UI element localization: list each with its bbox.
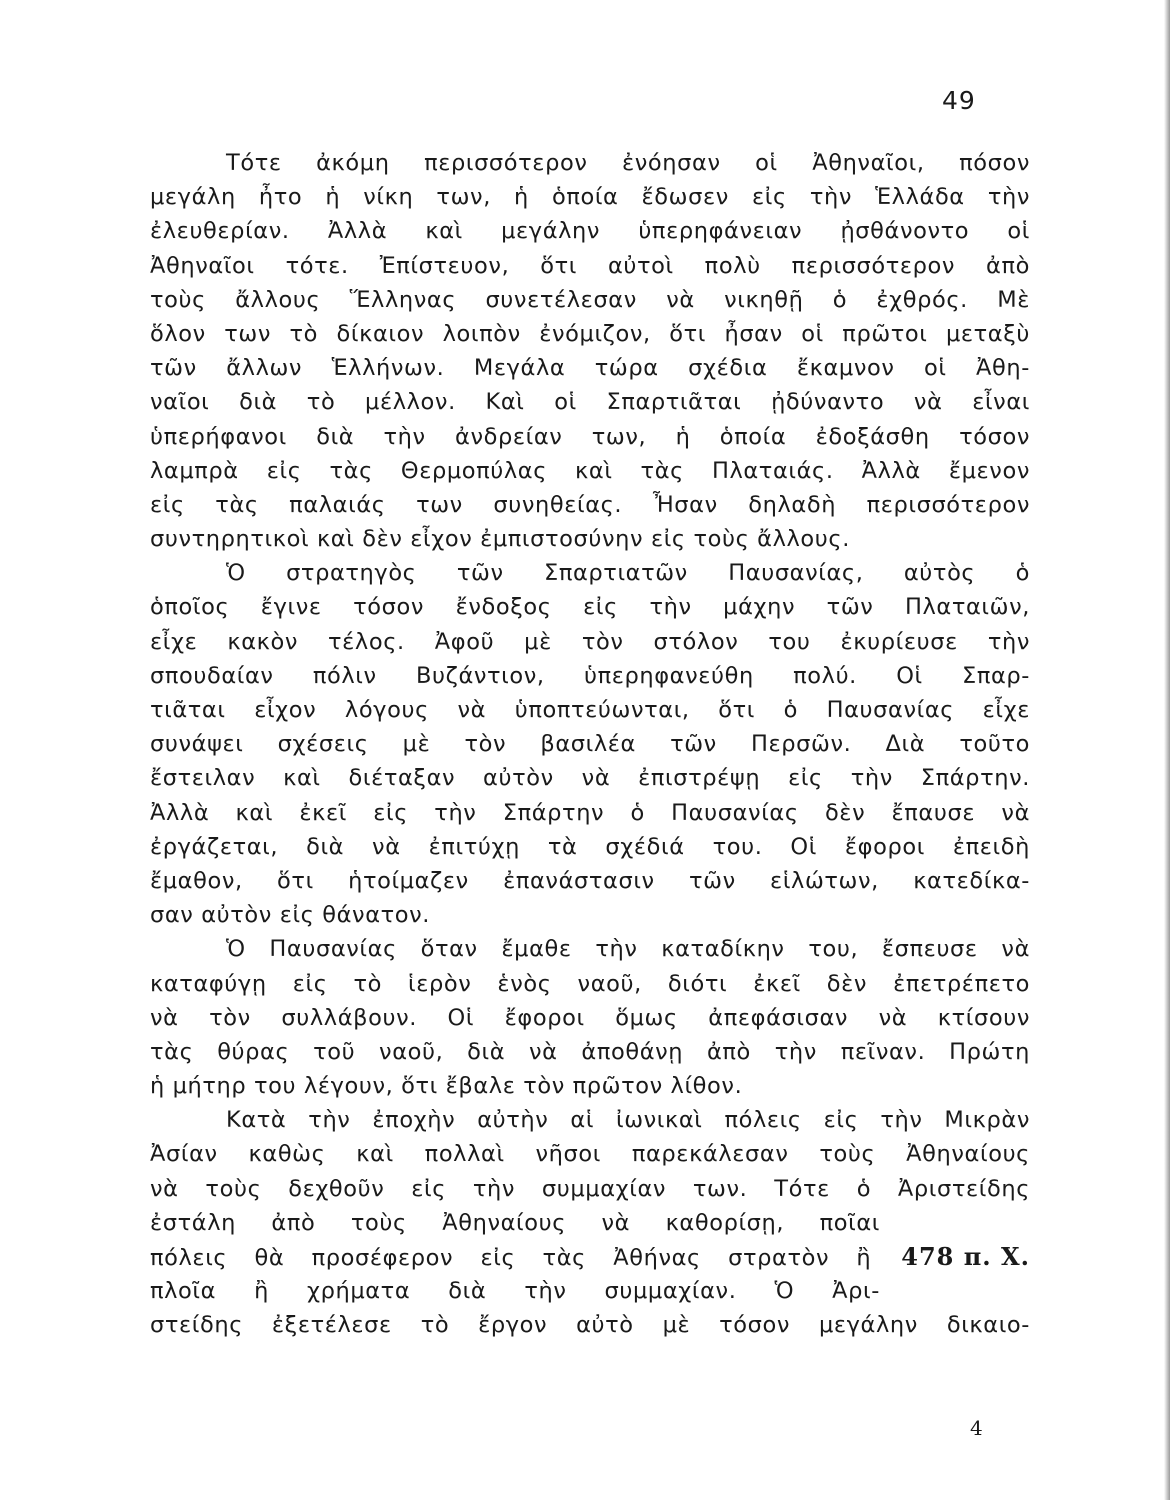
- text-line: πόλεις θὰ προσέφερον εἰς τὰς Ἀθήνας στρατὸν ἢ: [150, 1245, 872, 1271]
- text-line: τῶν ἄλλων Ἑλλήνων. Μεγάλα τώρα σχέδια ἔκαμνον οἱ Ἀθη-: [150, 355, 1030, 382]
- text-line: ὅλον των τὸ δίκαιον λοιπὸν ἐνόμιζον, ὅτι ἦσαν οἱ πρῶτοι μεταξὺ: [150, 320, 1030, 347]
- text-line: Κατὰ τὴν ἐποχὴν αὐτὴν αἱ ἰωνικαὶ πόλεις εἰς τὴν Μικρὰν: [226, 1107, 1030, 1134]
- body-text: [150, 146, 1030, 1343]
- text-line: συντηρητικοὶ καὶ δὲν εἶχον ἐμπιστοσύνην εἰς τοὺς ἄλλους.: [150, 526, 850, 553]
- text-line: σπουδαίαν πόλιν Βυζάντιον, ὑπερηφανεύθη πολύ. Οἱ Σπαρ-: [150, 662, 1030, 689]
- text-line: μεγάλη ἦτο ἡ νίκη των, ἡ ὁποία ἔδωσεν εἰς τὴν Ἑλλάδα τὴν: [150, 184, 1030, 211]
- text-line: Ὁ Παυσανίας ὅταν ἔμαθε τὴν καταδίκην του, ἔσπευσε νὰ: [226, 936, 1030, 963]
- page-edge-shadow: [1164, 0, 1170, 1500]
- text-line-with-margin-note: [150, 1240, 1030, 1274]
- text-line: Ἀσίαν καθὼς καὶ πολλαὶ νῆσοι παρεκάλεσαν τοὺς Ἀθηναίους: [150, 1141, 1030, 1168]
- text-line: τὰς θύρας τοῦ ναοῦ, διὰ νὰ ἀποθάνῃ ἀπὸ τὴν πεῖναν. Πρώτη: [150, 1038, 1030, 1065]
- text-line: ἐλευθερίαν. Ἀλλὰ καὶ μεγάλην ὑπερηφάνειαν ᾐσθάνοντο οἱ: [150, 218, 1030, 245]
- text-line: ἐστάλη ἀπὸ τοὺς Ἀθηναίους νὰ καθορίσῃ, ποῖαι: [150, 1209, 880, 1236]
- margin-date-note: 478 π. Χ.: [901, 1242, 1030, 1271]
- text-line: ὁποῖος ἔγινε τόσον ἔνδοξος εἰς τὴν μάχην τῶν Πλαταιῶν,: [150, 594, 1030, 621]
- text-line: εἰς τὰς παλαιάς των συνηθείας. Ἦσαν δηλαδὴ περισσότερον: [150, 491, 1030, 518]
- text-line: Ἀλλὰ καὶ ἐκεῖ εἰς τὴν Σπάρτην ὁ Παυσανίας δὲν ἔπαυσε νὰ: [150, 799, 1030, 826]
- text-line: καταφύγῃ εἰς τὸ ἱερὸν ἑνὸς ναοῦ, διότι ἐκεῖ δὲν ἐπετρέπετο: [150, 970, 1030, 997]
- text-line: συνάψει σχέσεις μὲ τὸν βασιλέα τῶν Περσῶν. Διὰ τοῦτο: [150, 731, 1030, 758]
- text-line: ἔστειλαν καὶ διέταξαν αὐτὸν νὰ ἐπιστρέψῃ εἰς τὴν Σπάρτην.: [150, 765, 1030, 792]
- text-line: εἶχε κακὸν τέλος. Ἀφοῦ μὲ τὸν στόλον του ἐκυρίευσε τὴν: [150, 628, 1030, 655]
- text-line: Τότε ἀκόμη περισσότερον ἐνόησαν οἱ Ἀθηναῖοι, πόσον: [226, 150, 1030, 176]
- text-line: ἡ μήτηρ του λέγουν, ὅτι ἔβαλε τὸν πρῶτον λίθον.: [150, 1073, 743, 1100]
- text-line: ἐργάζεται, διὰ νὰ ἐπιτύχῃ τὰ σχέδιά του. Οἱ ἔφοροι ἐπειδὴ: [150, 833, 1030, 860]
- text-line: σαν αὐτὸν εἰς θάνατον.: [150, 902, 431, 929]
- text-line: Ὁ στρατηγὸς τῶν Σπαρτιατῶν Παυσανίας, αὐτὸς ὁ: [226, 560, 1030, 587]
- text-line: νὰ τὸν συλλάβουν. Οἱ ἔφοροι ὅμως ἀπεφάσισαν νὰ κτίσουν: [150, 1004, 1030, 1031]
- text-line: στείδης ἐξετέλεσε τὸ ἔργον αὐτὸ μὲ τόσον μεγάλην δικαιο-: [150, 1312, 1030, 1339]
- text-line: τοὺς ἄλλους Ἕλληνας συνετέλεσαν νὰ νικηθῇ ὁ ἐχθρός. Μὲ: [150, 286, 1030, 313]
- text-line: ἔμαθον, ὅτι ἡτοίμαζεν ἐπανάστασιν τῶν εἱλώτων, κατεδίκα-: [150, 867, 1030, 894]
- page-number: 49: [942, 86, 976, 115]
- text-line: ὑπερήφανοι διὰ τὴν ἀνδρείαν των, ἡ ὁποία ἐδοξάσθη τόσον: [150, 423, 1030, 450]
- printer-signature-mark: 4: [970, 1416, 983, 1440]
- text-line: ναῖοι διὰ τὸ μέλλον. Καὶ οἱ Σπαρτιᾶται ᾐδύναντο νὰ εἶναι: [150, 389, 1030, 416]
- text-line: Ἀθηναῖοι τότε. Ἐπίστευον, ὅτι αὐτοὶ πολὺ περισσότερον ἀπὸ: [150, 252, 1030, 279]
- text-line: νὰ τοὺς δεχθοῦν εἰς τὴν συμμαχίαν των. Τότε ὁ Ἀριστείδης: [150, 1175, 1030, 1202]
- text-line: τιᾶται εἶχον λόγους νὰ ὑποπτεύωνται, ὅτι ὁ Παυσανίας εἶχε: [150, 697, 1030, 723]
- text-line: πλοῖα ἢ χρήματα διὰ τὴν συμμαχίαν. Ὁ Ἀρι-: [150, 1278, 880, 1305]
- text-line: λαμπρὰ εἰς τὰς Θερμοπύλας καὶ τὰς Πλαταιάς. Ἀλλὰ ἔμενον: [150, 457, 1030, 484]
